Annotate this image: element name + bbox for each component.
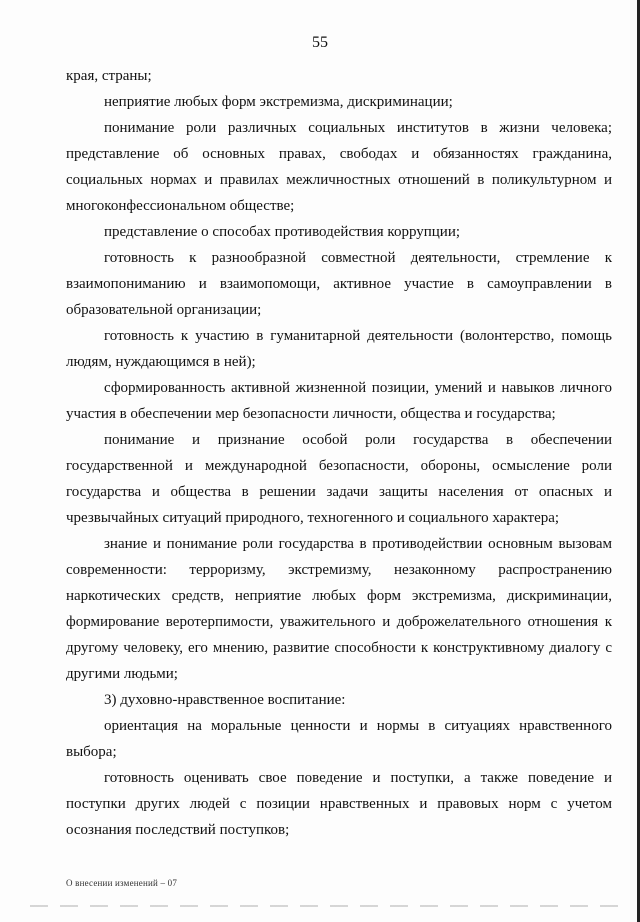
scan-artifact	[30, 905, 620, 907]
paragraph: готовность оценивать свое поведение и поступки, а также поведение и поступки других людей с позиции нравственных и правовых норм с учетом осознания последствий поступков;	[66, 770, 612, 838]
paragraph: представление о способах противодействия коррупции;	[104, 224, 461, 240]
section-heading: 3) духовно-нравственное воспитание:	[104, 692, 346, 708]
paragraph: сформированность активной жизненной позиции, умений и навыков личного участия в обеспечении мер безопасности личности, общества и государства;	[66, 380, 612, 422]
paragraph: неприятие любых форм экстремизма, дискриминации;	[104, 94, 453, 110]
paragraph: понимание и признание особой роли государства в обеспечении государственной и международной безопасности, обороны, осмысление роли государства и общества в решении задачи защиты населения от опасных и чрезвычайных ситуаций природного, техногенного и социального характера;	[66, 432, 612, 526]
paragraph: края, страны;	[66, 68, 152, 84]
paragraph: понимание роли различных социальных институтов в жизни человека; представление об основных правах, свободах и обязанностях гражданина, социальных нормах и правилах межличностных отношений в поликультурном и многоконфессиональном обществе;	[66, 120, 612, 214]
paragraph: готовность к участию в гуманитарной деятельности (волонтерство, помощь людям, нуждающимся в ней);	[66, 328, 612, 370]
footer-note: О внесении изменений – 07	[66, 878, 178, 888]
body-text	[66, 63, 612, 843]
paragraph: ориентация на моральные ценности и нормы в ситуациях нравственного выбора;	[66, 718, 612, 760]
paragraph: готовность к разнообразной совместной деятельности, стремление к взаимопониманию и взаимопомощи, активное участие в самоуправлении в образовательной организации;	[66, 250, 612, 318]
page-number: 55	[312, 34, 328, 51]
paragraph: знание и понимание роли государства в противодействии основным вызовам современности: терроризму, экстремизму, незаконному распространению наркотических средств, неприятие любых форм экстремизма, дискриминации, формирование веротерпимости, уважительного и доброжелательного отношения к другому человеку, его мнению, развитие способности к конструктивному диалогу с другими людьми;	[66, 536, 612, 682]
